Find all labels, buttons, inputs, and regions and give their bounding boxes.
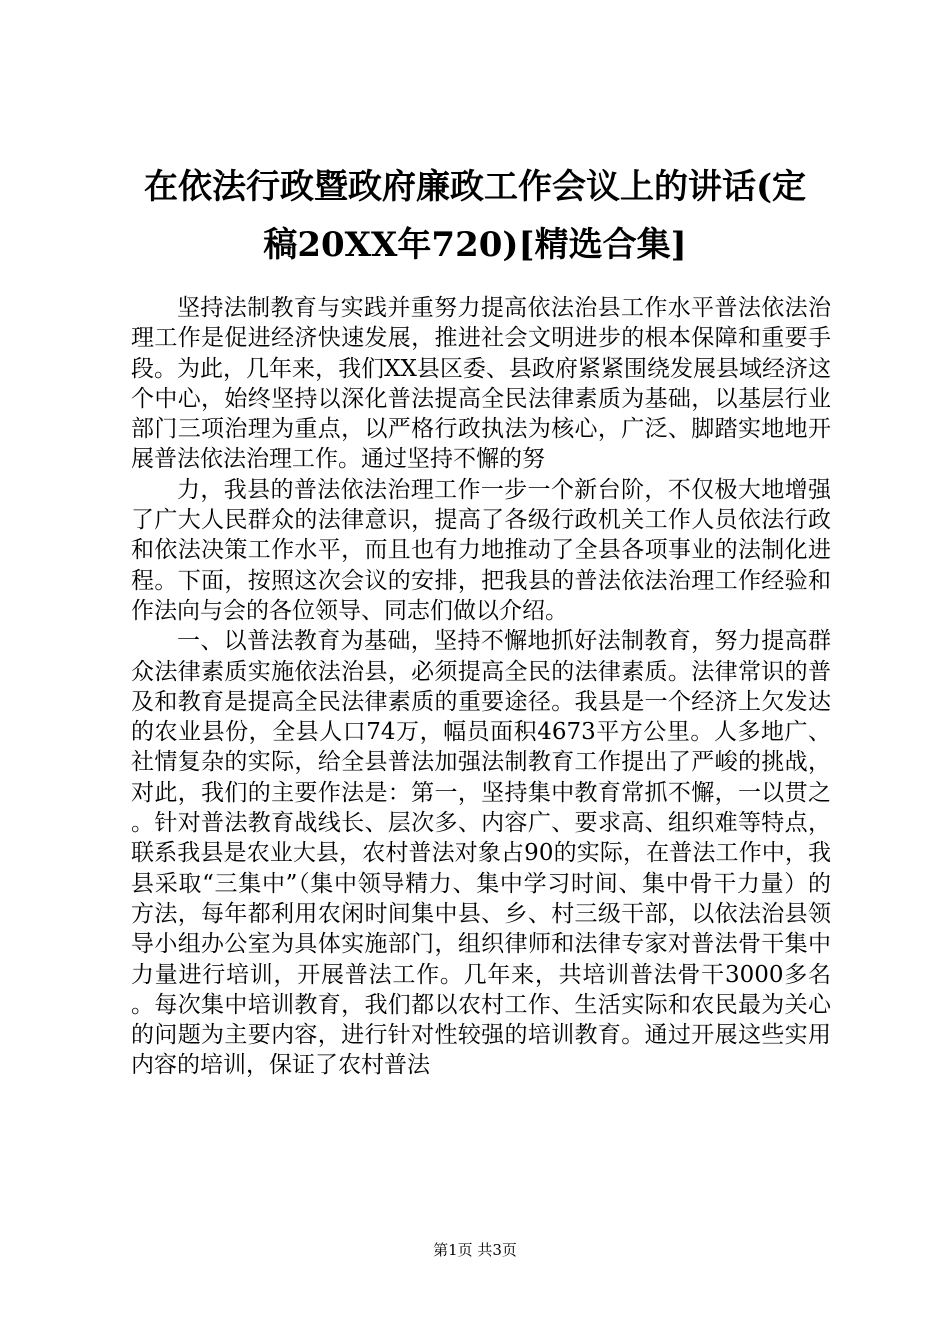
page-footer: 第1页 共3页 [433,1241,517,1259]
document-body [131,293,831,1081]
paragraph-3: 一、以普法教育为基础，坚持不懈地抓好法制教育，努力提高群众法律素质实施依法治县，必须提高全民的法律素质。法律常识的普及和教育是提高全民法律素质的重要途径。我县是一个经济上欠发达的农业县份，全县人口74万，幅员面积4673平方公里。人多地广、社情复杂的实际，给全县普法加强法制教育工作提出了严峻的挑战，对此，我们的主要作法是：第一，坚持集中教育常抓不懈，一以贯之。针对普法教育战线长、层次多、内容广、要求高、组织难等特点，联系我县是农业大县，农村普法对象占90的实际，在普法工作中，我县采取“三集中”（集中领导精力、集中学习时间、集中骨干力量）的方法，每年都利用农闲时间集中县、乡、村三级干部，以依法治县领导小组办公室为具体实施部门，组织律师和法律专家对普法骨干集中力量进行培训，开展普法工作。几年来，共培训普法骨干3000多名。每次集中培训教育，我们都以农村工作、生活实际和农民最为关心的问题为主要内容，进行针对性较强的培训教育。通过开展这些实用内容的培训，保证了农村普法 [131,628,831,1079]
paragraph-2: 力，我县的普法依法治理工作一步一个新台阶，不仅极大地增强了广大人民群众的法律意识，提高了各级行政机关工作人员依法行政和依法决策工作水平，而且也有力地推动了全县各项事业的法制化进程。下面，按照这次会议的安排，把我县的普法依法治理工作经验和作法向与会的各位领导、同志们做以介绍。 [131,476,831,624]
title-line-1: 在依法行政暨政府廉政工作会议上的讲话(定 [143,167,807,207]
title-line-2: 稿20XX年720)[精选合集] [263,225,687,265]
document-title [120,158,830,274]
paragraph-1: 坚持法制教育与实践并重努力提高依法治县工作水平普法依法治理工作是促进经济快速发展，推进社会文明进步的根本保障和重要手段。为此，几年来，我们XX县区委、县政府紧紧围绕发展县域经济这个中心，始终坚持以深化普法提高全民法律素质为基础，以基层行业部门三项治理为重点，以严格行政执法为核心，广泛、脚踏实地地开展普法依法治理工作。通过坚持不懈的努 [131,295,831,473]
